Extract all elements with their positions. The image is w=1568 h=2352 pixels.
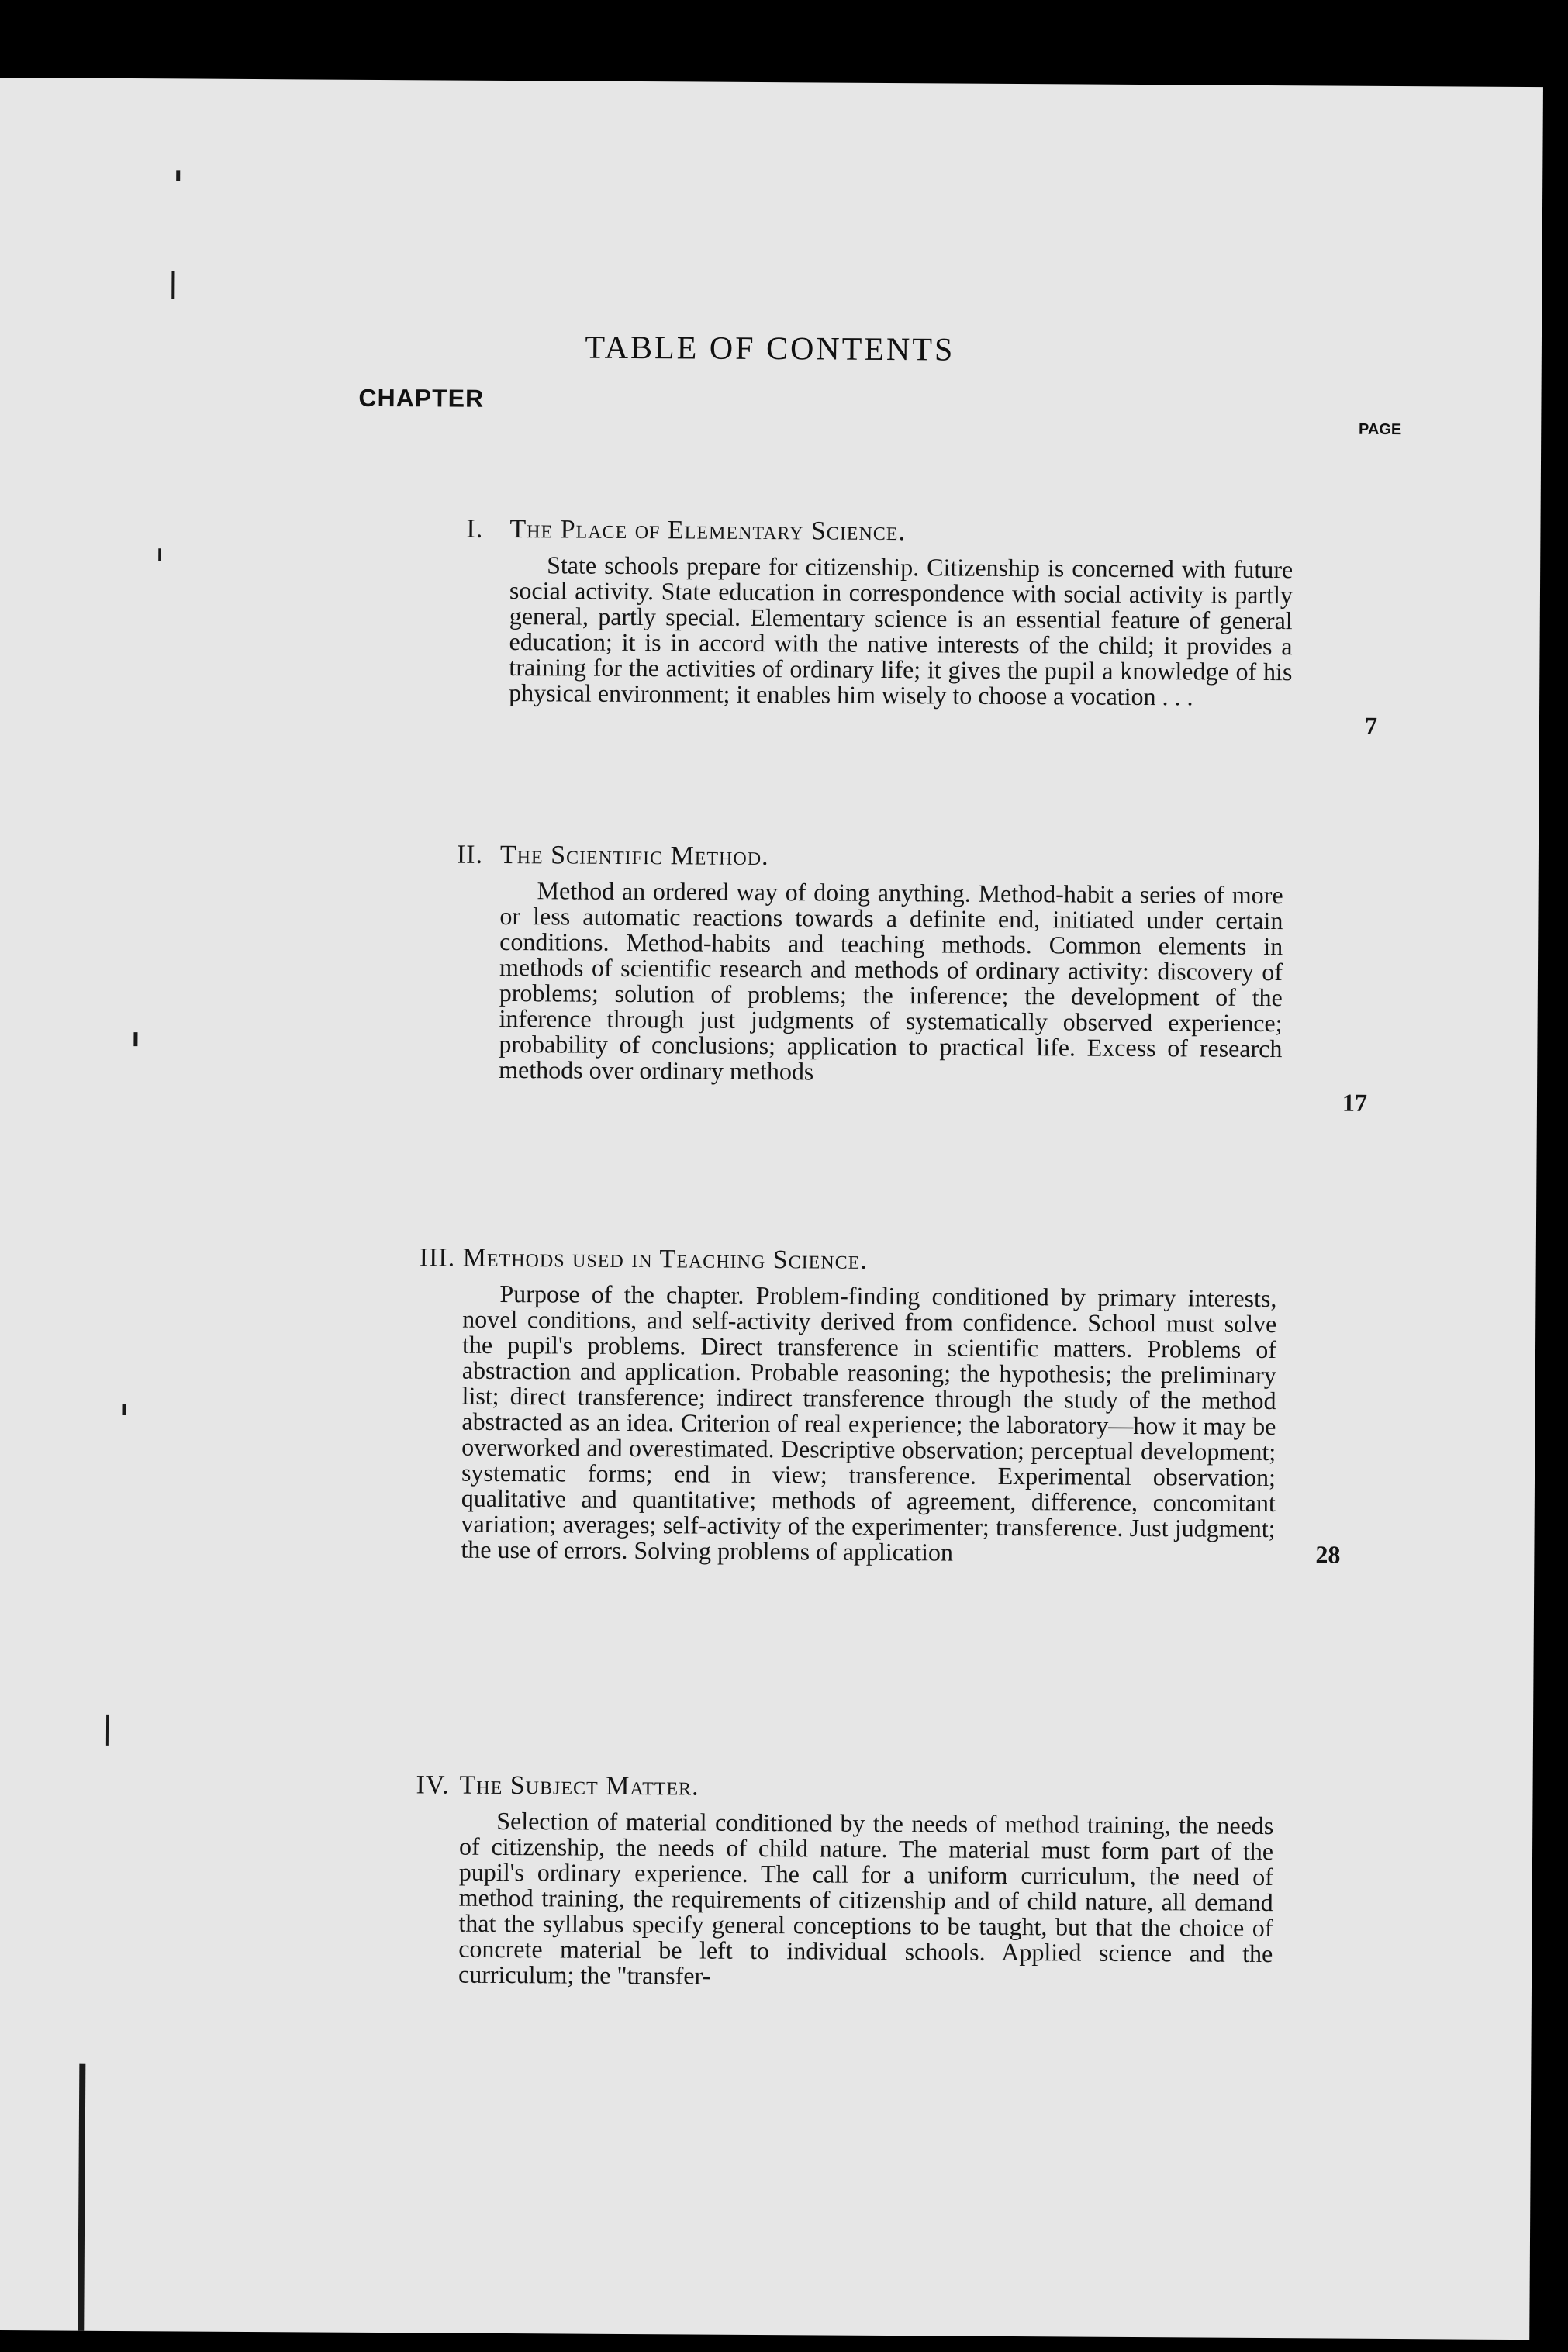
page-title: TABLE OF CONTENTS bbox=[585, 330, 955, 368]
margin-mark bbox=[171, 271, 174, 299]
chapter-summary: Purpose of the chapter. Problem-finding conditioned by primary interests, novel conditions, and self-activity derived from confidence. School must solve the pupil's problems. Direct transference in scientific matters. Problems of abstraction and application. Probable reasoning; the hypothesis; the preliminary list; direct transference; indirect transference through the study of the method abstracted as an idea. Criterion of real experience; the laboratory—how it may be overworked and overestimated. Descriptive observation; perceptual development; systematic forms; end in view; transference. Experimental observation; qualitative and quantitative; methods of agreement, difference, concomitant variation; averages; self-activity of the experimenter; transference. Just judgment; the use of errors. Solving problems of application bbox=[461, 1279, 1277, 1566]
chapter-page-number: 7 bbox=[1364, 711, 1378, 740]
document-page bbox=[0, 78, 1543, 2340]
chapter-heading bbox=[420, 1243, 1280, 1278]
toc-entry bbox=[415, 1770, 1277, 1992]
toc-entry bbox=[465, 514, 1378, 740]
margin-mark bbox=[176, 170, 180, 181]
chapter-number: I. bbox=[466, 514, 484, 544]
chapter-title: The Scientific Method. bbox=[499, 840, 769, 872]
chapter-title: The Subject Matter. bbox=[459, 1770, 699, 1801]
page-column-header: PAGE bbox=[1358, 420, 1402, 439]
chapter-number: II. bbox=[456, 840, 484, 869]
chapter-summary: Selection of material conditioned by the needs of method training, the needs of citizenship, the needs of child nature. The material must form part of the pupil's ordinary experience. The call for a uniform curriculum, the need of method training, the requirements of citizenship and of child nature, all demand that the syllabus specify general conceptions to be taught, but that the choice of concrete material be left to individual schools. Applied science and the curriculum; the "transfer- bbox=[458, 1806, 1274, 1990]
chapter-summary: Method an ordered way of doing anything. Method-habit a series of more or less automatic reactions towards a definite end, initiated under certain conditions. Method-habits and teaching methods. Common elements in methods of scientific research and methods of ordinary activity: discovery of problems; solution of problems; the inference; the development of the inference through just judgments of systematically observed experience; probability of conclusions; application to practical life. Excess of research methods over ordinary methods bbox=[499, 876, 1283, 1086]
chapter-page-number: 28 bbox=[1315, 1540, 1341, 1569]
margin-mark bbox=[106, 1715, 109, 1746]
chapter-column-header: CHAPTER bbox=[358, 383, 485, 413]
chapter-page-number: 17 bbox=[1342, 1088, 1368, 1117]
chapter-heading bbox=[466, 515, 1293, 550]
margin-mark bbox=[133, 1032, 137, 1046]
chapter-summary: State schools prepare for citizenship. Citizenship is concerned with future social activity. State education in correspondence with social activity is partly general, partly special. Elementary science is an essential feature of general education; it is in accord with the native interests of the child; it provides a training for the activities of ordinary life; it gives the pupil a knowledge of his physical environment; it enables him wisely to choose a vocation . . . bbox=[509, 551, 1293, 711]
margin-mark bbox=[158, 548, 161, 561]
toc-entry bbox=[417, 1243, 1341, 1569]
toc-entry bbox=[455, 840, 1368, 1117]
chapter-title: The Place of Elementary Science. bbox=[509, 515, 907, 547]
chapter-heading bbox=[457, 841, 1283, 876]
chapter-number: IV. bbox=[416, 1770, 450, 1800]
margin-mark bbox=[122, 1404, 126, 1415]
chapter-heading bbox=[416, 1770, 1276, 1805]
chapter-number: III. bbox=[419, 1243, 456, 1273]
chapter-title: Methods used in Teaching Science. bbox=[462, 1243, 868, 1275]
margin-mark bbox=[78, 2064, 85, 2331]
